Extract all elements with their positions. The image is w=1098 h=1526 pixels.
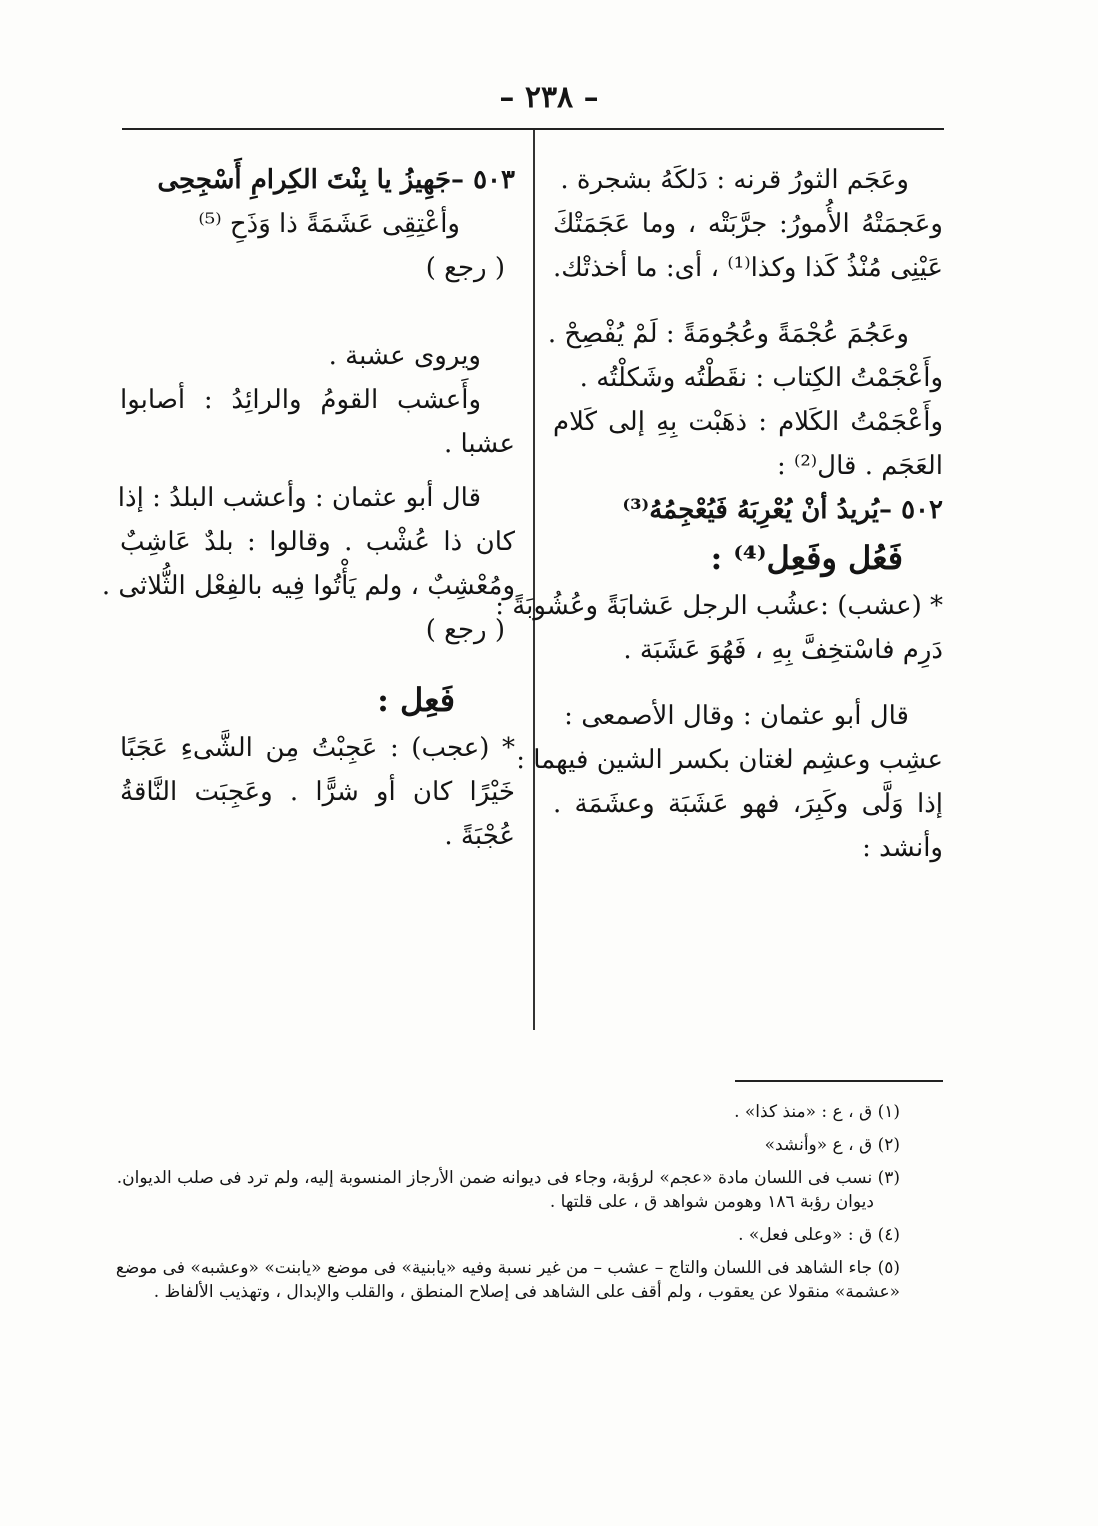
text-line: ويروى عشبة .	[328, 341, 481, 371]
entry-line: * (عجب) : عَجِبْتُ مِن الشَّىءِ عَجَبًا	[120, 733, 515, 763]
text-line: عَيْنِى مُنْذُ كَذا وكذا⁽¹⁾ ، أى: ما أخذتْك.	[553, 253, 943, 283]
verse-502: ٥٠٢ –يُريدُ أنْ يُعْرِبَهُ فَيُعْجِمُهُ⁽³⁾	[622, 495, 943, 525]
footnotes	[115, 1100, 900, 1313]
text-line: وأَعشب القومُ والرائِدُ : أصابوا	[120, 385, 481, 415]
text-line: قال أبو عثمان : وقال الأصمعى :	[564, 701, 909, 731]
text-line: وأنشد :	[862, 833, 943, 863]
verse-503: ٥٠٣ –جَهِيزُ يا بِنْتَ الكِرامِ أَسْجِحِى	[157, 165, 515, 195]
verse-503-second-hemistich: وأعْتِقِى عَشَمَةً ذا وَذَحِ ⁽⁵⁾	[198, 209, 460, 239]
footnote-rule	[735, 1080, 943, 1082]
text-line: وأَعْجَمْتُ الكِتاب : نقَطْتُه وشَكلْتُه .	[579, 363, 943, 393]
left-column	[101, 158, 515, 858]
footnote-3	[116, 1166, 900, 1214]
text-line: وأَعْجَمْتُ الكَلام : ذهَبْت بِهِ إلى كَلام	[553, 407, 943, 437]
page-number: – ٢٣٨ –	[499, 80, 599, 115]
right-column	[495, 158, 943, 870]
column-divider	[533, 130, 535, 1030]
footnote-3-line-1: (٣) نسب فى اللسان مادة «عجم» لرؤبة، وجاء فى ديوانه ضمن الأرجاز المنسوبة إليه، ولم ترد فى صلب الديوان.	[116, 1168, 900, 1188]
text-line: وعَجُمَ عُجْمَةً وعُجُومَةً : لَمْ يُفْصِحْ .	[547, 319, 909, 349]
text-line: وعَجَم الثورُ قرنه : دَلكَهُ بشجرة .	[560, 165, 909, 195]
footnote-4: (٤) ق : «وعلى فعل» .	[738, 1225, 900, 1245]
section-heading: فَعِل :	[377, 681, 455, 719]
footnote-2: (٢) ق ، ع «وأنشد»	[764, 1135, 900, 1155]
footnote-1: (١) ق ، ع : «منذ كذا» .	[734, 1102, 900, 1122]
text-line: العَجَم . قال⁽²⁾ :	[776, 451, 943, 481]
text-line: ومُعْشِبٌ ، ولم يَأْتُوا فِيه بالفِعْل الثُّلاثى .	[101, 571, 515, 601]
footnote-3-line-2: ديوان رؤبة ١٨٦ وهومن شواهد ق ، على قلتها .	[549, 1192, 874, 1212]
text-line: إذا وَلَّى وكَبِرَ، فهو عَشَبَة وعشَمَة .	[553, 789, 943, 819]
text-line: دَرِم فاسْتخِفَّ بِهِ ، فَهُوَ عَشَبَة .	[623, 635, 943, 665]
text-line: وعَجمَتْهُ الأُمورُ: جرَّبَتْه ، وما عَجَمَتْكَ	[553, 209, 943, 239]
meter-label: ( رجع )	[425, 615, 505, 645]
footnote-5	[115, 1256, 900, 1304]
meter-label: ( رجع )	[425, 253, 505, 283]
section-heading: فَعُل وفَعِل⁽⁴⁾ :	[710, 539, 903, 577]
footnote-5-line-2: «عشمة» منقولا عن يعقوب ، ولم أقف على الشاهد فى إصلاح المنطق ، والقلب والإبدال ، وتهذيب الألفاظ .	[153, 1282, 900, 1302]
text-line: كان ذا عُشْب . وقالوا : بلدٌ عَاشِبٌ	[120, 527, 515, 557]
text-line: خَيْرًا كان أو شرًّا . وعَجِبَت النَّاقةُ	[120, 777, 515, 807]
text-line: قال أبو عثمان : وأعشب البلدُ : إذا	[117, 483, 481, 513]
text-line: عُجْبَةً .	[444, 821, 515, 851]
text-line: عشبا .	[443, 429, 515, 459]
text-line: عشِب وعشِم لغتان بكسر الشين فيهما :	[516, 745, 943, 775]
footnote-5-line-1: (٥) جاء الشاهد فى اللسان والتاج – عشب – من غير نسبة وفيه «يابنية» فى موضع «يابنت» «وعشبه» فى موضع	[115, 1258, 900, 1278]
entry-line: * (عشب) :عشُب الرجل عَشابَةً وعُشُوبَةً :	[495, 591, 943, 621]
